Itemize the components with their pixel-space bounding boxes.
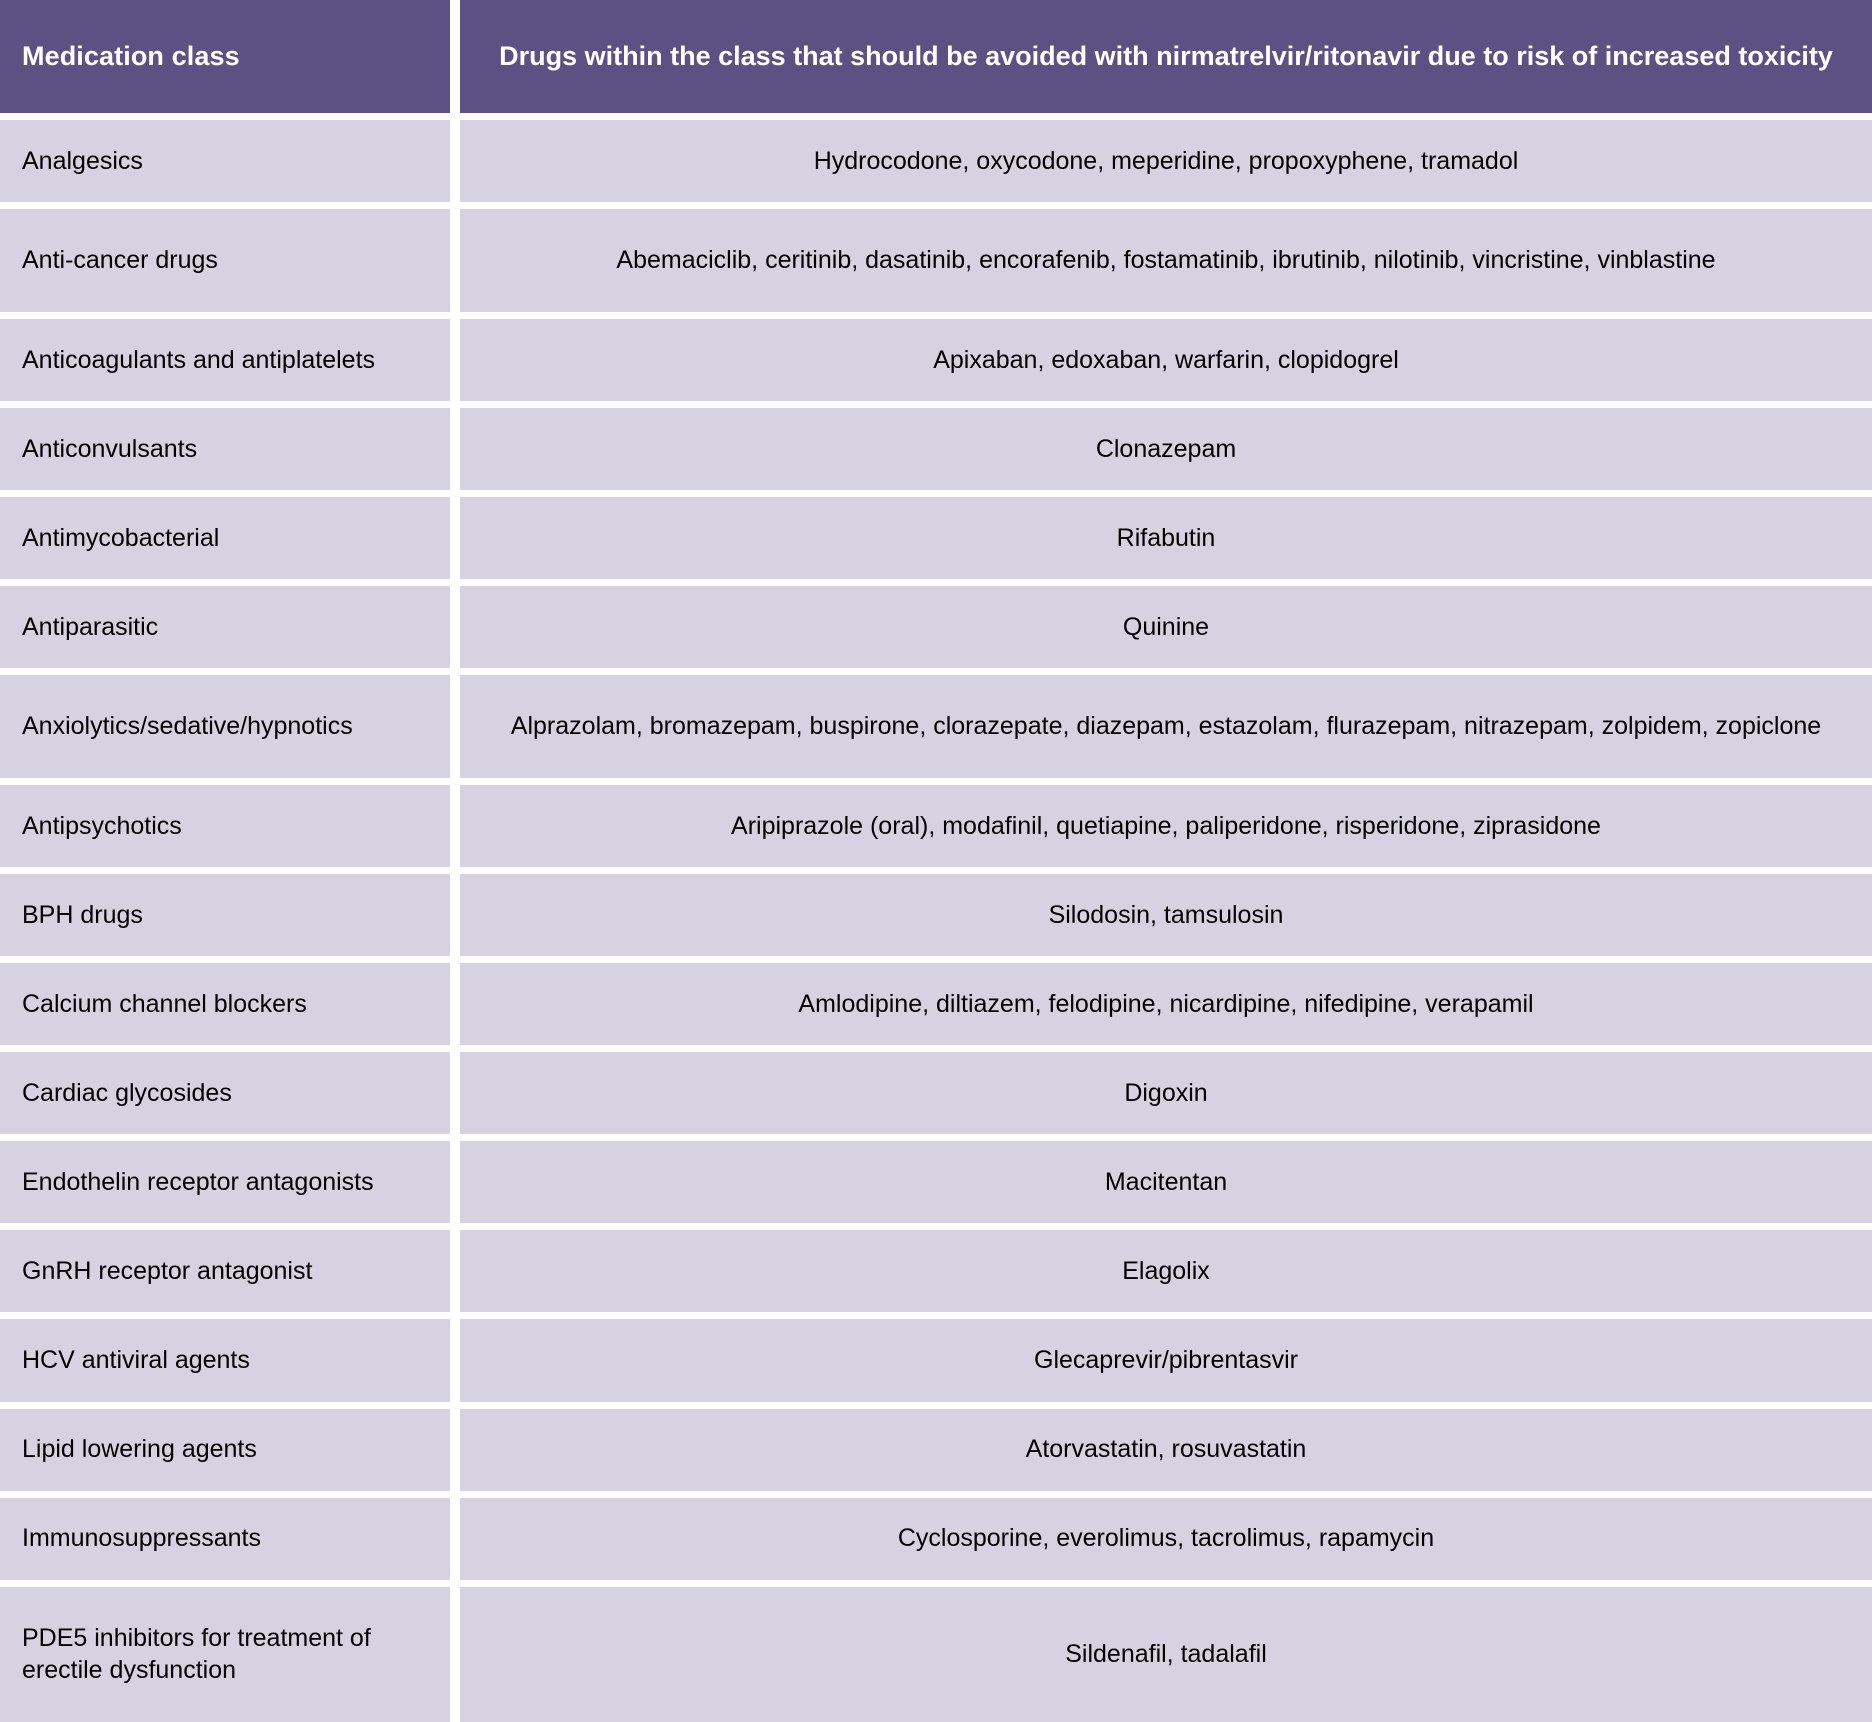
table-row: [0, 1409, 1872, 1491]
medication-class-cell: BPH drugs: [0, 874, 450, 956]
drugs-cell: Hydrocodone, oxycodone, meperidine, propoxyphene, tramadol: [460, 120, 1872, 202]
medication-class-cell: Anxiolytics/sedative/hypnotics: [0, 675, 450, 778]
table-row: [0, 408, 1872, 490]
table-row: [0, 1141, 1872, 1223]
table-row: [0, 785, 1872, 867]
drugs-cell: Macitentan: [460, 1141, 1872, 1223]
drugs-cell: Aripiprazole (oral), modafinil, quetiapine, paliperidone, risperidone, ziprasidone: [460, 785, 1872, 867]
medication-class-cell: Antiparasitic: [0, 586, 450, 668]
drugs-cell: Glecaprevir/pibrentasvir: [460, 1319, 1872, 1401]
table-header-row: [0, 0, 1872, 113]
medication-class-cell: Calcium channel blockers: [0, 963, 450, 1045]
drugs-cell: Quinine: [460, 586, 1872, 668]
medication-class-cell: Lipid lowering agents: [0, 1409, 450, 1491]
table-body: [0, 113, 1872, 1722]
drugs-cell: Clonazepam: [460, 408, 1872, 490]
header-drugs-to-avoid: Drugs within the class that should be avoided with nirmatrelvir/ritonavir due to risk of increased toxicity: [460, 0, 1872, 113]
drugs-cell: Atorvastatin, rosuvastatin: [460, 1409, 1872, 1491]
table-row: [0, 1230, 1872, 1312]
table-row: [0, 120, 1872, 202]
table-row: [0, 1319, 1872, 1401]
table-row: [0, 675, 1872, 778]
medication-class-cell: Anticoagulants and antiplatelets: [0, 319, 450, 401]
table-row: [0, 1587, 1872, 1722]
drugs-cell: Silodosin, tamsulosin: [460, 874, 1872, 956]
drugs-cell: Alprazolam, bromazepam, buspirone, clorazepate, diazepam, estazolam, flurazepam, nitrazepam, zolpidem, zopiclone: [460, 675, 1872, 778]
drugs-cell: Amlodipine, diltiazem, felodipine, nicardipine, nifedipine, verapamil: [460, 963, 1872, 1045]
drugs-cell: Cyclosporine, everolimus, tacrolimus, rapamycin: [460, 1498, 1872, 1580]
medication-class-cell: Endothelin receptor antagonists: [0, 1141, 450, 1223]
table-row: [0, 319, 1872, 401]
drugs-cell: Apixaban, edoxaban, warfarin, clopidogrel: [460, 319, 1872, 401]
medication-class-cell: HCV antiviral agents: [0, 1319, 450, 1401]
medication-class-cell: Antipsychotics: [0, 785, 450, 867]
table-row: [0, 963, 1872, 1045]
drugs-cell: Elagolix: [460, 1230, 1872, 1312]
drugs-cell: Abemaciclib, ceritinib, dasatinib, encorafenib, fostamatinib, ibrutinib, nilotinib, vincristine, vinblastine: [460, 209, 1872, 312]
table-row: [0, 497, 1872, 579]
header-medication-class: Medication class: [0, 0, 450, 113]
table-row: [0, 586, 1872, 668]
medication-class-cell: Immunosuppressants: [0, 1498, 450, 1580]
drugs-cell: Rifabutin: [460, 497, 1872, 579]
medication-class-cell: Anti-cancer drugs: [0, 209, 450, 312]
table-row: [0, 874, 1872, 956]
medication-class-cell: GnRH receptor antagonist: [0, 1230, 450, 1312]
medication-class-cell: Antimycobacterial: [0, 497, 450, 579]
medication-class-cell: Anticonvulsants: [0, 408, 450, 490]
table-row: [0, 1052, 1872, 1134]
drugs-cell: Digoxin: [460, 1052, 1872, 1134]
drugs-cell: Sildenafil, tadalafil: [460, 1587, 1872, 1722]
table-row: [0, 209, 1872, 312]
medication-class-cell: Cardiac glycosides: [0, 1052, 450, 1134]
table-row: [0, 1498, 1872, 1580]
medication-class-cell: PDE5 inhibitors for treatment of erectile dysfunction: [0, 1587, 450, 1722]
medication-class-cell: Analgesics: [0, 120, 450, 202]
